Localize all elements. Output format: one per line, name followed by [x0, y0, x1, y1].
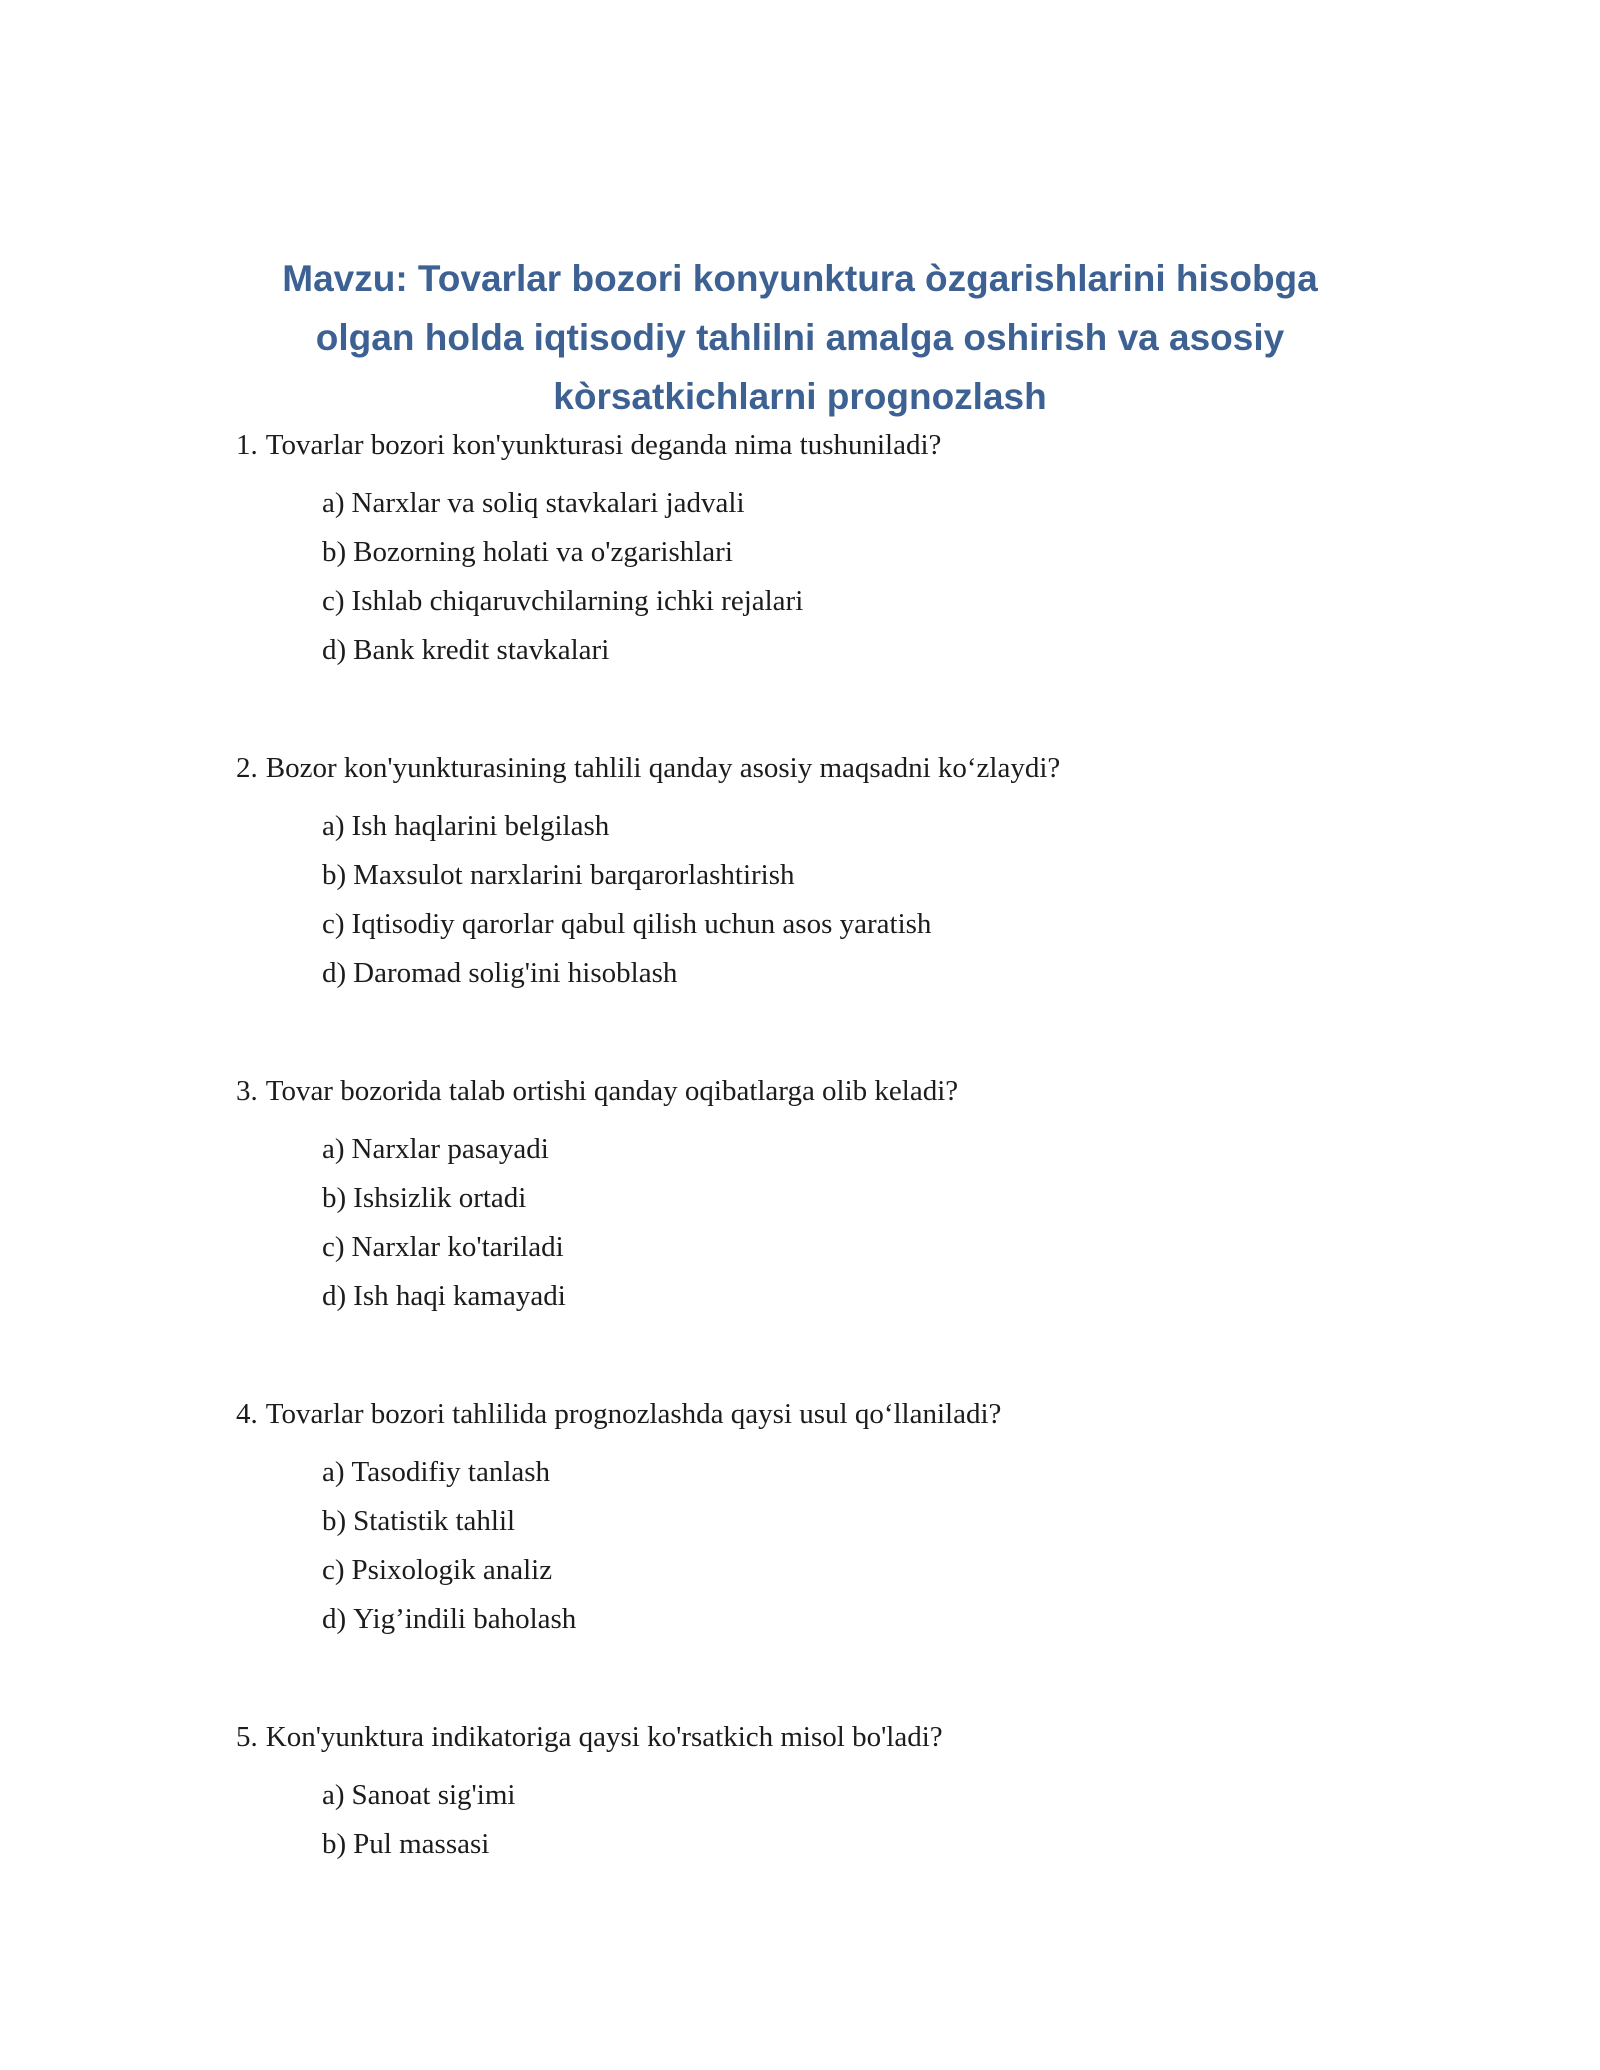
option-text: Iqtisodiy qarorlar qabul qilish uchun asos yaratish — [351, 908, 932, 940]
question-number: 1. — [236, 429, 258, 461]
option-text: Statistik tahlil — [353, 1505, 516, 1537]
question-number: 2. — [236, 752, 258, 784]
option-letter: a) — [322, 1456, 345, 1488]
option-letter: d) — [322, 634, 347, 666]
option-letter: a) — [322, 1133, 345, 1165]
question-number: 3. — [236, 1075, 258, 1107]
option-letter: a) — [322, 1779, 345, 1811]
option-text: Bank kredit stavkalari — [353, 634, 610, 666]
option-text: Tasodifiy tanlash — [351, 1456, 551, 1488]
option-text: Sanoat sig'imi — [351, 1779, 516, 1811]
option-letter: a) — [322, 810, 345, 842]
option-letter: d) — [322, 957, 347, 989]
option-a — [322, 485, 803, 534]
option-text: Bozorning holati va o'zgarishlari — [353, 536, 733, 568]
question-number: 4. — [236, 1398, 258, 1430]
option-text: Ishsizlik ortadi — [353, 1182, 527, 1214]
option-a — [322, 1454, 576, 1503]
question-3-options — [322, 1131, 566, 1327]
option-b — [322, 1826, 515, 1875]
option-b — [322, 534, 803, 583]
option-a — [322, 1131, 566, 1180]
question-text: Tovarlar bozori tahlilida prognozlashda qaysi usul qo‘llaniladi? — [265, 1398, 1002, 1430]
option-text: Psixologik analiz — [351, 1554, 553, 1586]
option-c — [322, 1229, 566, 1278]
option-text: Ish haqlarini belgilash — [351, 810, 610, 842]
option-text: Daromad solig'ini hisoblash — [353, 957, 678, 989]
option-text: Pul massasi — [353, 1828, 490, 1860]
question-3 — [236, 1073, 958, 1109]
option-d — [322, 632, 803, 681]
option-letter: c) — [322, 1231, 345, 1263]
question-text: Tovar bozorida talab ortishi qanday oqibatlarga olib keladi? — [265, 1075, 959, 1107]
question-text: Tovarlar bozori kon'yunkturasi deganda nima tushuniladi? — [265, 429, 942, 461]
option-text: Yig’indili baholash — [353, 1603, 577, 1635]
question-number: 5. — [236, 1721, 258, 1753]
question-4-options — [322, 1454, 576, 1650]
option-letter: b) — [322, 536, 347, 568]
question-text: Bozor kon'yunkturasining tahlili qanday asosiy maqsadni ko‘zlaydi? — [265, 752, 1061, 784]
option-text: Narxlar pasayadi — [351, 1133, 549, 1165]
option-c — [322, 1552, 576, 1601]
option-d — [322, 1601, 576, 1650]
option-letter: d) — [322, 1603, 347, 1635]
option-letter: a) — [322, 487, 345, 519]
question-2 — [236, 750, 1060, 786]
option-text: Narxlar ko'tariladi — [351, 1231, 564, 1263]
option-d — [322, 1278, 566, 1327]
option-text: Narxlar va soliq stavkalari jadvali — [351, 487, 745, 519]
question-2-options — [322, 808, 931, 1004]
question-5-options — [322, 1777, 515, 1875]
option-a — [322, 808, 931, 857]
option-letter: c) — [322, 585, 345, 617]
option-letter: b) — [322, 1182, 347, 1214]
option-letter: c) — [322, 1554, 345, 1586]
option-letter: b) — [322, 1828, 347, 1860]
option-b — [322, 1503, 576, 1552]
option-text: Ish haqi kamayadi — [353, 1280, 566, 1312]
question-5 — [236, 1719, 943, 1755]
option-a — [322, 1777, 515, 1826]
option-letter: b) — [322, 859, 347, 891]
option-letter: b) — [322, 1505, 347, 1537]
option-c — [322, 583, 803, 632]
option-text: Ishlab chiqaruvchilarning ichki rejalari — [351, 585, 804, 617]
option-b — [322, 857, 931, 906]
option-letter: d) — [322, 1280, 347, 1312]
option-c — [322, 906, 931, 955]
question-text: Kon'yunktura indikatoriga qaysi ko'rsatkich misol bo'ladi? — [265, 1721, 943, 1753]
question-1-options — [322, 485, 803, 681]
option-d — [322, 955, 931, 1004]
option-letter: c) — [322, 908, 345, 940]
question-4 — [236, 1396, 1001, 1432]
option-b — [322, 1180, 566, 1229]
option-text: Maxsulot narxlarini barqarorlashtirish — [353, 859, 795, 891]
question-1 — [236, 427, 941, 463]
document-title: Mavzu: Tovarlar bozori konyunktura òzgarishlarini hisobga olgan holda iqtisodiy tahlilni amalga oshirish va asosiy kòrsatkichlarni prognozlash — [282, 258, 1318, 417]
